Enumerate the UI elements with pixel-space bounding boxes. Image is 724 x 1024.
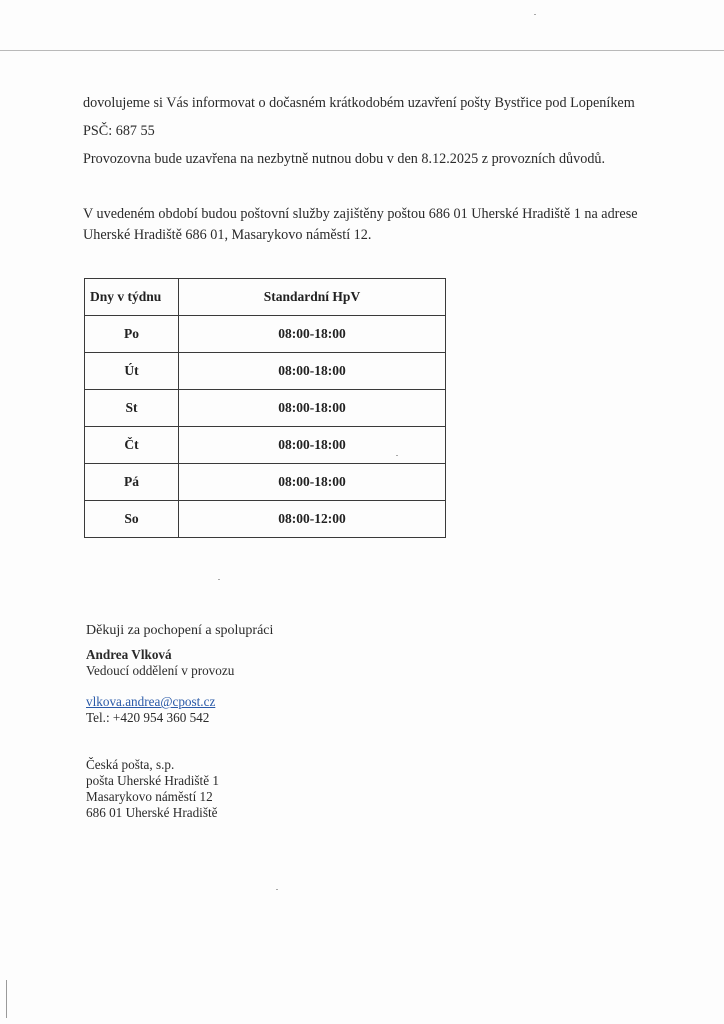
address-street: Masarykovo náměstí 12 <box>86 789 213 804</box>
hours-cell: 08:00-18:00 <box>179 390 446 427</box>
hours-cell: 08:00-18:00 <box>179 353 446 390</box>
day-cell: Po <box>85 316 179 353</box>
address-company: Česká pošta, s.p. <box>86 757 175 772</box>
scan-artifact-line <box>0 50 724 51</box>
signer-role: Vedoucí oddělení v provozu <box>86 663 235 678</box>
day-cell: St <box>85 390 179 427</box>
scan-artifact-edge <box>6 980 7 1018</box>
table-row <box>85 501 446 538</box>
closing-thanks: Děkuji za pochopení a spolupráci <box>86 623 274 638</box>
address-city: 686 01 Uherské Hradiště <box>86 805 218 820</box>
table-row <box>85 390 446 427</box>
table-row <box>85 316 446 353</box>
address-office: pošta Uherské Hradiště 1 <box>86 773 219 788</box>
column-header-day: Dny v týdnu <box>85 279 179 316</box>
day-cell: Pá <box>85 464 179 501</box>
closure-notice: Provozovna bude uzavřena na nezbytně nutnou dobu v den 8.12.2025 z provozních důvodů. <box>83 151 606 167</box>
scan-speck <box>218 579 220 580</box>
table-row <box>85 464 446 501</box>
opening-hours-table <box>84 278 446 538</box>
scan-speck <box>276 889 278 890</box>
hours-cell: 08:00-18:00 <box>179 427 446 464</box>
day-cell: Út <box>85 353 179 390</box>
intro-paragraph: dovolujeme si Vás informovat o dočasném krátkodobém uzavření pošty Bystřice pod Lopeníkem <box>83 95 635 111</box>
column-header-hours: Standardní HpV <box>179 279 446 316</box>
service-notice-line-1: V uvedeném období budou poštovní služby zajištěny poštou 686 01 Uherské Hradiště 1 na adrese <box>83 206 638 222</box>
signer-name: Andrea Vlková <box>86 647 172 662</box>
service-notice-line-2: Uherské Hradiště 686 01, Masarykovo náměstí 12. <box>83 227 372 243</box>
email-link[interactable]: vlkova.andrea@cpost.cz <box>86 694 216 709</box>
phone-number: Tel.: +420 954 360 542 <box>86 710 210 725</box>
day-cell: So <box>85 501 179 538</box>
table-row <box>85 427 446 464</box>
day-cell: Čt <box>85 427 179 464</box>
scan-speck <box>534 14 536 15</box>
hours-cell: 08:00-12:00 <box>179 501 446 538</box>
hours-cell: 08:00-18:00 <box>179 464 446 501</box>
postal-code: PSČ: 687 55 <box>83 123 155 139</box>
hours-cell: 08:00-18:00 <box>179 316 446 353</box>
table-row <box>85 353 446 390</box>
table-header-row <box>85 279 446 316</box>
